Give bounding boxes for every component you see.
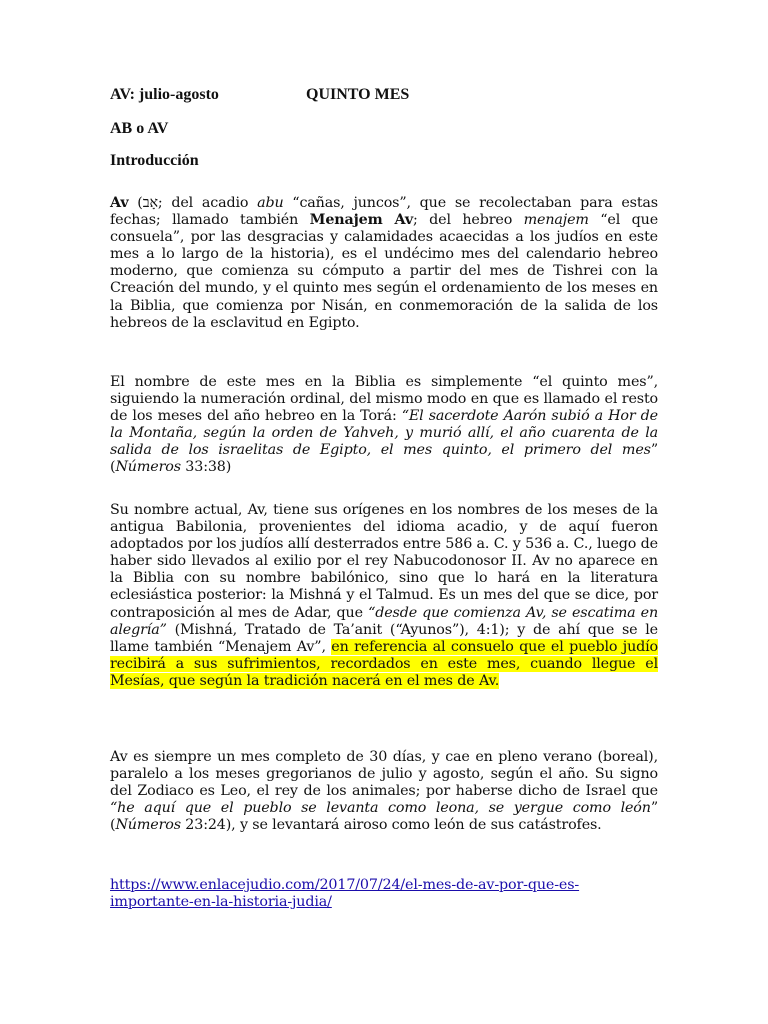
source-link-block (110, 877, 658, 911)
month-ordinal: QUINTO MES (306, 86, 410, 103)
quote: “he aquí que el pueblo se levanta como leona, se yergue como león (110, 800, 651, 817)
quote: “El sacerdote Aarón subió a Hor de la Montaña, según la orden de Yahveh, y murió allí, el año cuarenta de la salida de los israelitas de Egipto, el mes quinto, el primero del mes (110, 408, 658, 459)
source-link[interactable]: https://www.enlacejudio.com/2017/07/24/el-mes-de-av-por-que-es-importante-en-la-historia-judia/ (110, 877, 580, 911)
text: “cañas, juncos”, que se recolectaban para estas fechas; llamado también (110, 195, 658, 229)
text: “el que consuela”, por las desgracias y calamidades acaecidas a los judíos en este mes a lo largo de la historia), es el undécimo mes del calendario hebreo moderno, que comienza su cómputo a partir del mes de Tishrei con la Creación del mundo, y el quinto mes según el ordenamiento de los meses en la Biblia, que comienza por Nisán, en conmemoración de la salida de los hebreos de la esclavitud en Egipto. (110, 212, 658, 331)
emphasis: abu (257, 195, 284, 211)
text: ” ( (110, 442, 658, 476)
paragraph-intro (110, 195, 658, 332)
text: (אָב; del acadio (128, 195, 258, 211)
text: ” ( (110, 800, 658, 834)
text: 23:24), y se levantará airoso como león de sus catástrofes. (180, 817, 602, 834)
text: Su nombre actual, Av, tiene sus orígenes en los nombres de los meses de la antigua Babilonia, provenientes del idioma acadio, y de aquí fueron adoptados por los judíos allí desterrados entre 586 a. C. y 536 a. C., luego de haber sido llevados al exilio por el rey Nabucodonosor II. Av no aparece en la Biblia con su nombre babilónico, sino que lo hará en la literatura eclesiástica posterior: la Mishná y el Talmud. Es un mes del que se dice, por contraposición al mes de Adar, que (110, 502, 658, 621)
emphasis: menajem (523, 212, 589, 229)
text: Av es siempre un mes completo de 30 días, y cae en pleno verano (boreal), paralelo a los meses gregorianos de julio y agosto, según el año. Su signo del Zodiaco es Leo, el rey de los animales; por haberse dicho de Israel que (110, 749, 658, 800)
term-av: Av (110, 195, 129, 211)
citation-book: Números (115, 459, 181, 476)
paragraph-calendar (110, 749, 658, 834)
text: 33:38) (180, 459, 232, 476)
month-dates: AV: julio-agosto (110, 86, 219, 103)
section-heading: Introducción (110, 152, 199, 169)
paragraph-biblical-name (110, 374, 658, 477)
title-line (110, 86, 410, 104)
text: El nombre de este mes en la Biblia es simplemente “el quinto mes”, siguiendo la numeración ordinal, del mismo modo en que es llamado el resto de los meses del año hebreo en la Torá: (110, 374, 658, 425)
text: (Mishná, Tratado de Ta’anit (“Ayunos”), 4:1); y de ahí que se le llame también “Menajem Av”, (110, 621, 658, 655)
text: ; del hebreo (413, 212, 524, 229)
quote: “desde que comienza Av, se escatima en alegría” (110, 604, 659, 638)
highlighted-text: en referencia al consuelo que el pueblo judío recibirá a sus sufrimientos, recordados en este mes, cuando llegue el Mesías, que según la tradición nacerá en el mes de Av. (110, 638, 659, 689)
month-name-heading: AB o AV (110, 120, 169, 137)
citation-book: Números (115, 817, 181, 834)
term-menajem-av: Menajem Av (309, 212, 413, 229)
paragraph-current-name (110, 502, 658, 690)
